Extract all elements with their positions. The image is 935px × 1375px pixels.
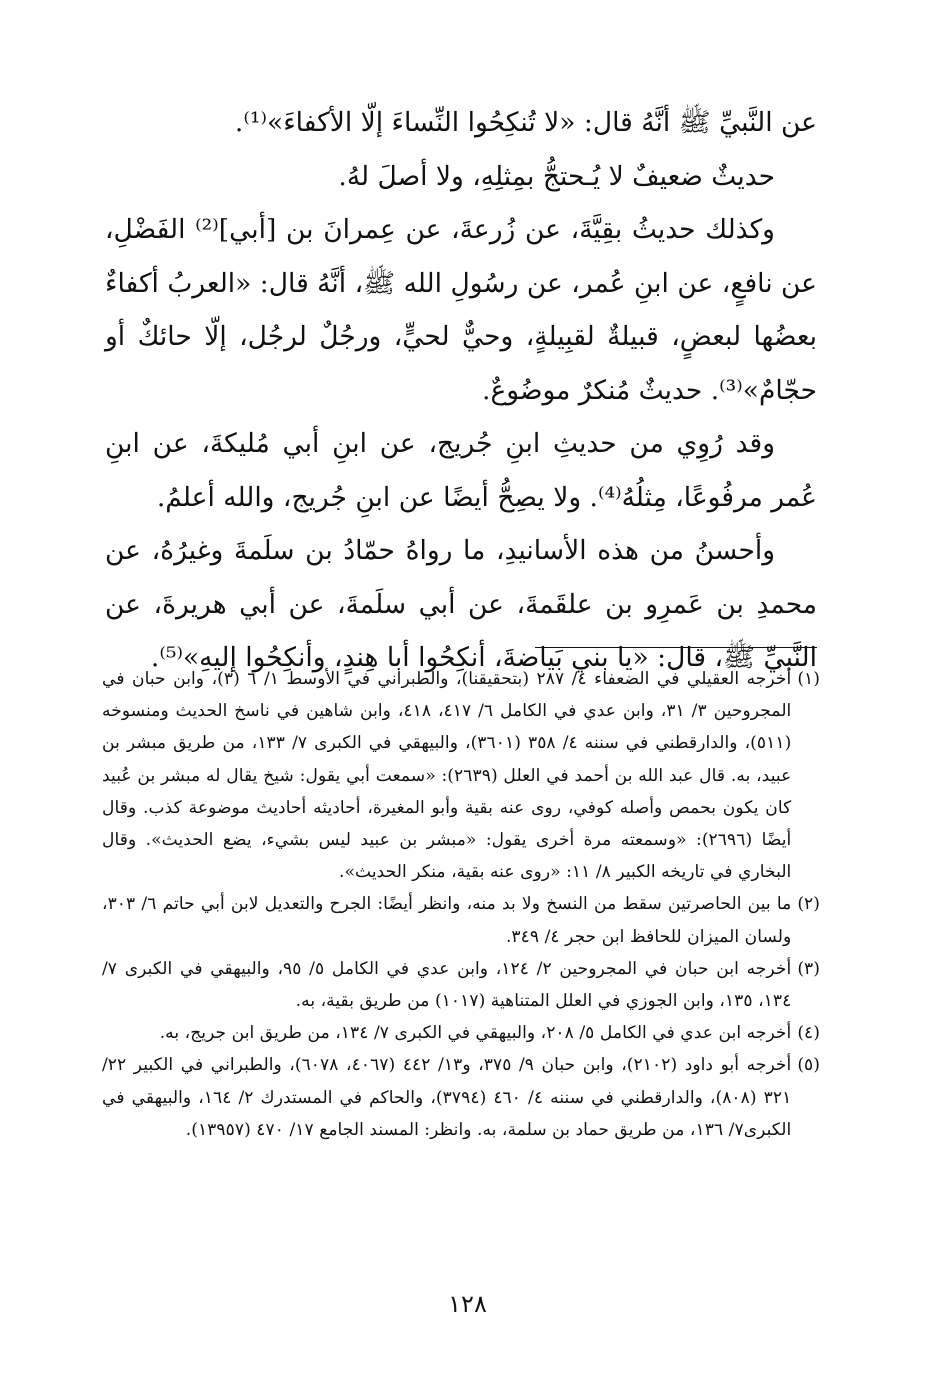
paragraph-5: وأحسنُ من هذه الأسانيدِ، ما رواهُ حمّادُ بن سلَمةَ وغيرُهُ، عن محمدِ بن عَمرِو بن علقَمةَ، عن أبي سلَمةَ، عن أبي هريرةَ، عن النَّبيِّ ﷺ، قال: «يا بني بَياضةَ، أنكِحُوا أبا هِندٍ، وأنكِحُوا إليهِ»⁽⁵⁾. <box>105 535 817 673</box>
paragraph-1: عن النَّبيِّ ﷺ أنَّهُ قال: «لا تُنكِحُوا النِّساءَ إلّا الأكفاءَ»⁽¹⁾. <box>234 107 817 138</box>
footnote-text: أخرجه العقيلي في الضعفاء ٤/ ٢٨٧ (بتحقيقنا)، والطبراني في الأوسط ١/ ٦ (٣)، وابن حبان في المجروحين ٣/ ٣١، وابن عدي في الكامل ٦/ ٤١٧، ٤١٨، وابن شاهين في ناسخ الحديث ومنسوخه (٥١١)، والدارقطني في سننه ٤/ ٣٥٨ (٣٦٠١)، والبيهقي في الكبرى ٧/ ١٣٣، من طريق مبشر بن عبيد، به. قال عبد الله بن أحمد في العلل (٢٦٣٩): «سمعت أبي يقول: شيخ يقال له مبشر بن عُبيد كان يكون بحمص وأصله كوفي، روى عنه بقية وأبو المغيرة، أحاديثه أحاديث موضوعة كذب. وقال أيضًا (٢٦٩٦): «وسمعته مرة أخرى يقول: «مبشر بن عبيد ليس بشيء، يضع الحديث». وقال البخاري في تاريخه الكبير ٨/ ١١: «روى عنه بقية، منكر الحديث». <box>102 669 792 883</box>
footnote-number: (٥) <box>797 1055 820 1076</box>
main-text <box>105 96 817 685</box>
footnote-text: أخرجه ابن عدي في الكامل ٥/ ٢٠٨، والبيهقي في الكبرى ٧/ ١٣٤، من طريق ابن جريج، به. <box>159 1023 792 1044</box>
footnote-number: (٤) <box>797 1023 820 1044</box>
footnotes <box>102 663 820 1146</box>
footnote-5 <box>102 1049 820 1146</box>
footnote-number: (٢) <box>797 894 820 915</box>
footnote-number: (١) <box>797 669 820 689</box>
footnote-separator <box>535 647 817 648</box>
footnote-number: (٣) <box>797 958 820 979</box>
paragraph-4: وقد رُوِي من حديثِ ابنِ جُريج، عن ابنِ أبي مُليكةَ، عن ابنِ عُمر مرفُوعًا، مِثلُهُ⁽⁴⁾. ولا يصِحُّ أيضًا عن ابنِ جُريج، والله أعلمُ. <box>105 428 817 513</box>
paragraph-2: حديثٌ ضعيفٌ لا يُـحتجُّ بمِثلِهِ، ولا أصلَ لهُ. <box>338 160 775 192</box>
footnote-text: أخرجه ابن حبان في المجروحين ٢/ ١٢٤، وابن عدي في الكامل ٥/ ٩٥، والبيهقي في الكبرى ٧/ ١٣٤، ١٣٥، وابن الجوزي في العلل المتناهية (١٠١٧) من طريق بقية، به. <box>102 958 792 1012</box>
page-number: ١٢٨ <box>448 1290 487 1318</box>
footnote-text: أخرجه أبو داود (٢١٠٢)، وابن حبان ٩/ ٣٧٥، و١٣/ ٤٤٢ (٤٠٦٧، ٦٠٧٨)، والطبراني في الكبير ٢٢/ ٣٢١ (٨٠٨)، والدارقطني في سننه ٤/ ٤٦٠ (٣٧٩٤)، والحاكم في المستدرك ٢/ ١٦٤، والبيهقي في الكبرى٧/ ١٣٦، من طريق حماد بن سلمة، به. وانظر: المسند الجامع ١٧/ ٤٧٠ (١٣٩٥٧). <box>102 1055 792 1140</box>
footnote-text: ما بين الحاصرتين سقط من النسخ ولا بد منه، وانظر أيضًا: الجرح والتعديل لابن أبي حاتم ٦/ ٣٠٣، ولسان الميزان للحافظ ابن حجر ٤/ ٣٤٩. <box>102 894 792 947</box>
footnote-3 <box>102 953 820 1017</box>
footnote-2 <box>102 888 820 952</box>
footnote-1 <box>102 663 820 888</box>
paragraph-3: وكذلك حديثُ بقِيَّةَ، عن زُرعةَ، عن عِمرانَ بن [أبي]⁽²⁾ الفَضْلِ، عن نافعٍ، عن ابنِ عُمر، عن رسُولِ الله ﷺ، أنَّهُ قال: «العربُ أكفاءٌ بعضُها لبعضٍ، قبيلةٌ لقبِيلةٍ، وحيٌّ لحيٍّ، ورجُلٌ لرجُل، إلّا حائكٌ أو حجّامٌ»⁽³⁾. حديثٌ مُنكرٌ موضُوعٌ. <box>105 214 817 406</box>
footnote-4 <box>102 1017 820 1049</box>
